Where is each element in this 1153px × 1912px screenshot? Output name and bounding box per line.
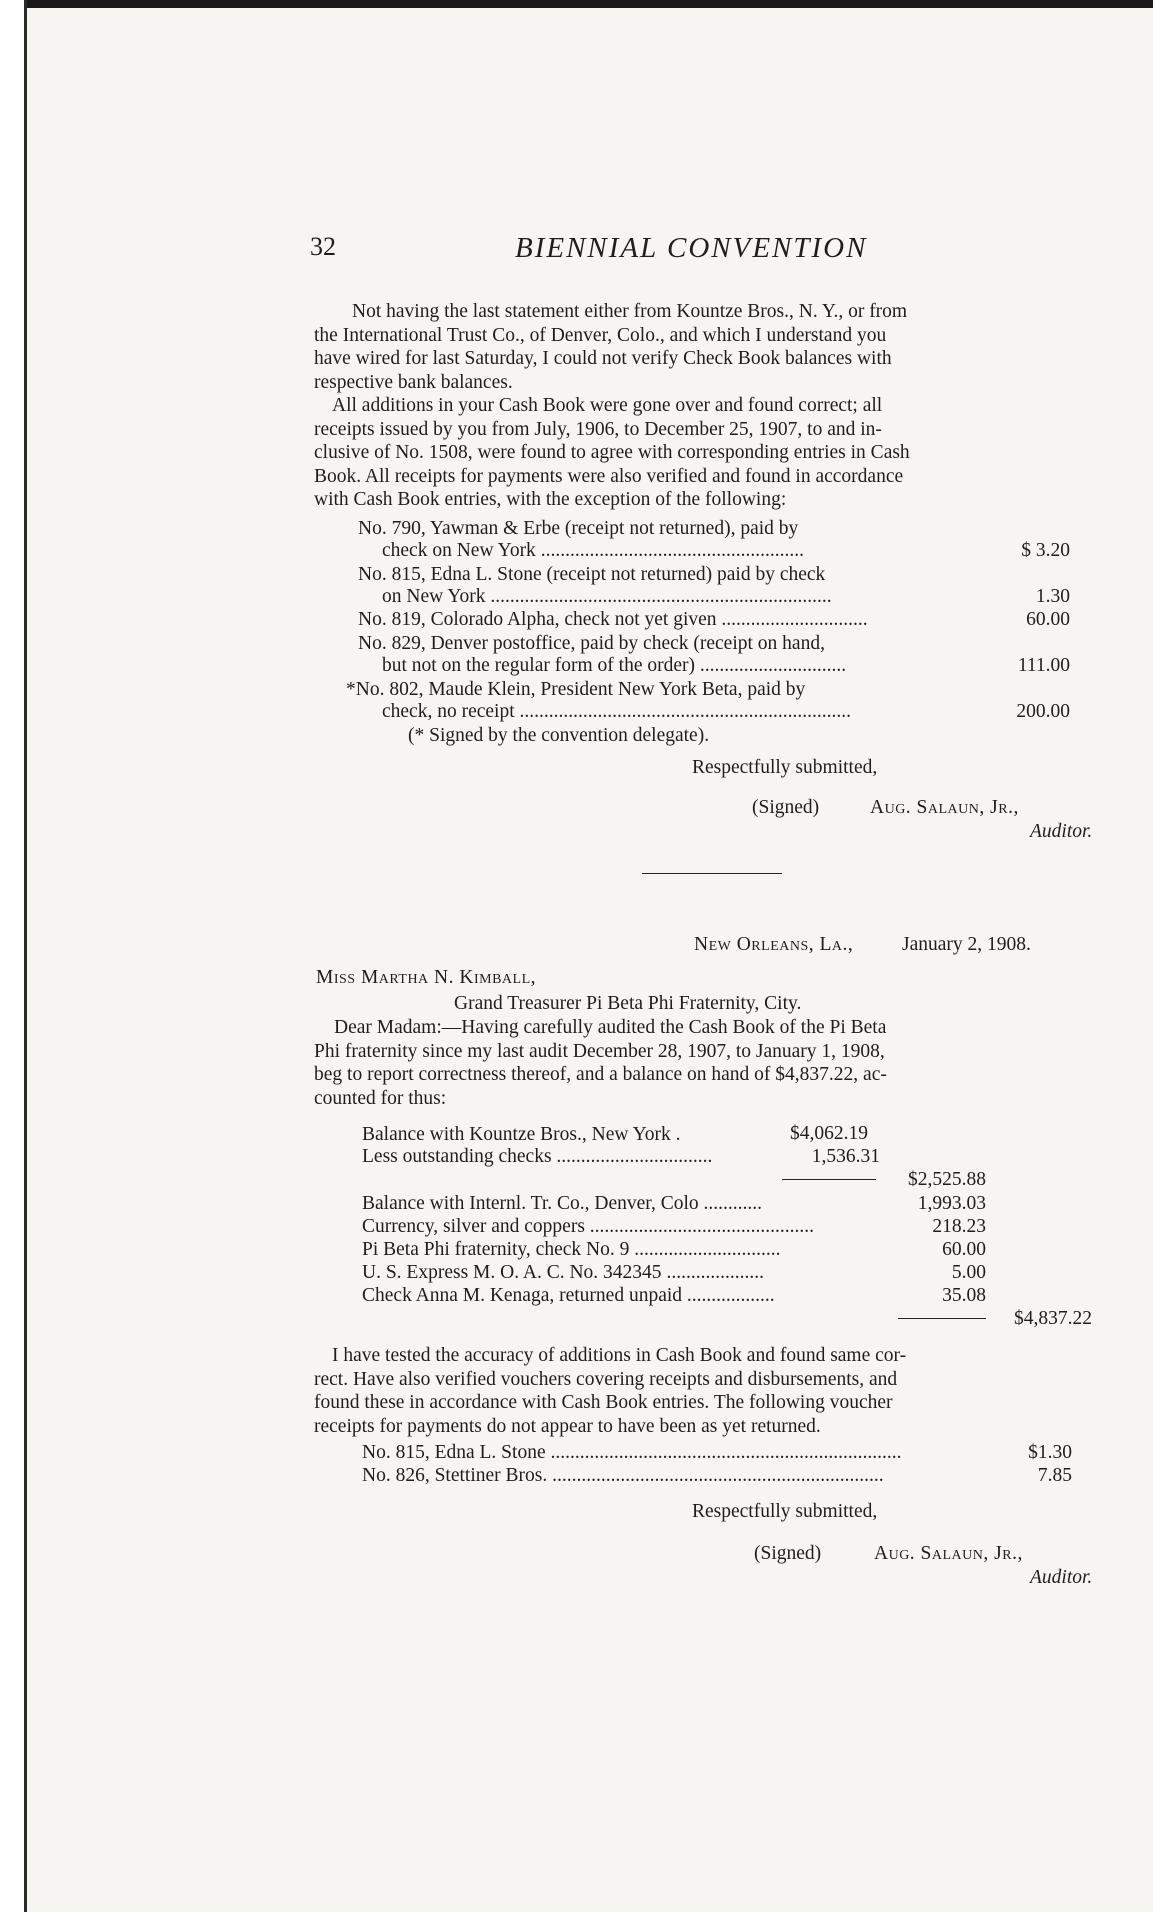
balance-label: Check Anna M. Kenaga, returned unpaid ..................	[362, 1285, 775, 1306]
exception-item-line: *No. 802, Maude Klein, President New York Beta, paid by	[346, 679, 806, 700]
exception-item-line: but not on the regular form of the order) ..............................	[382, 655, 847, 676]
total-rule	[898, 1318, 986, 1319]
paragraph-line: found these in accordance with Cash Book entries. The following voucher	[314, 1392, 893, 1413]
paragraph-line: rect. Have also verified vouchers covering receipts and disbursements, and	[314, 1368, 898, 1390]
paragraph-line: All additions in your Cash Book were gone over and found correct; all	[332, 395, 883, 416]
paragraph-line: beg to report correctness thereof, and a balance on hand of $4,837.22, ac-	[314, 1064, 887, 1085]
paragraph-line: I have tested the accuracy of additions in Cash Book and found same cor-	[332, 1345, 907, 1366]
signer-role: Auditor.	[1030, 1567, 1093, 1588]
closing: Respectfully submitted,	[692, 757, 878, 778]
balance-label: Balance with Kountze Bros., New York .	[362, 1124, 681, 1145]
balance-amount: 35.08	[942, 1285, 986, 1306]
addressee-name: Miss Martha N. Kimball,	[316, 967, 536, 988]
paragraph-line: Book. All receipts for payments were also verified and found in accordance	[314, 465, 904, 487]
exception-item-line: No. 819, Colorado Alpha, check not yet given ..............................	[358, 609, 868, 630]
paragraph-line: have wired for last Saturday, I could not verify Check Book balances with	[314, 348, 892, 369]
dateline-date: January 2, 1908.	[902, 934, 1031, 955]
exception-item-line: on New York ......................................................................	[382, 586, 832, 607]
footnote: (* Signed by the convention delegate).	[408, 725, 710, 746]
balance-amount: 1,536.31	[811, 1146, 880, 1167]
balance-label: Currency, silver and coppers ..............................................	[362, 1216, 815, 1237]
exception-amount: 60.00	[1026, 609, 1070, 630]
balance-amount: 218.23	[932, 1216, 986, 1237]
balance-subtotal: $2,525.88	[908, 1169, 986, 1190]
balance-amount: $4,062.19	[790, 1123, 868, 1144]
letter-paragraph	[314, 1016, 1114, 1110]
signer-role: Auditor.	[1030, 821, 1093, 842]
paragraph-line: Not having the last statement either from Kountze Bros., N. Y., or from	[352, 301, 908, 322]
addressee-title: Grand Treasurer Pi Beta Phi Fraternity, City.	[454, 993, 802, 1014]
paragraph-line: receipts issued by you from July, 1906, to December 25, 1907, to and in-	[314, 418, 882, 440]
balance-amount: 60.00	[942, 1239, 986, 1260]
balance-label: Less outstanding checks ................................	[362, 1146, 713, 1167]
balance-label: Balance with Internl. Tr. Co., Denver, Colo ............	[362, 1193, 763, 1214]
dateline-place: New Orleans, La.,	[694, 934, 854, 955]
exception-item-line: No. 790, Yawman & Erbe (receipt not returned), paid by	[358, 518, 799, 539]
balance-amount: 1,993.03	[917, 1193, 986, 1214]
paragraph-line: receipts for payments do not appear to have been as yet returned.	[314, 1415, 821, 1437]
paragraph-line: clusive of No. 1508, were found to agree with corresponding entries in Cash	[314, 442, 910, 463]
exception-item-line: No. 829, Denver postoffice, paid by check (receipt on hand,	[358, 633, 825, 654]
exception-amount: $ 3.20	[1021, 540, 1070, 561]
exception-amount: 1.30	[1035, 586, 1070, 607]
paragraph-line: Dear Madam:—Having carefully audited the Cash Book of the Pi Beta	[334, 1017, 887, 1038]
balance-amount: 5.00	[951, 1262, 986, 1283]
exception-amount: 111.00	[1017, 655, 1070, 676]
signed-label: (Signed)	[752, 797, 820, 818]
balance-label: Pi Beta Phi fraternity, check No. 9 ..............................	[362, 1239, 781, 1260]
outstanding-amount: $1.30	[1028, 1442, 1072, 1463]
outstanding-label: No. 826, Stettiner Bros. ....................................................................	[362, 1465, 884, 1486]
paragraph-line: Phi fraternity since my last audit December 28, 1907, to January 1, 1908,	[314, 1040, 885, 1062]
exception-item-line: check on New York ......................................................	[382, 540, 804, 561]
paragraph-line: counted for thus:	[314, 1087, 447, 1109]
signer-name: Aug. Salaun, Jr.,	[874, 1543, 1023, 1564]
balance-label: U. S. Express M. O. A. C. No. 342345 ....................	[362, 1262, 764, 1283]
exception-item-line: check, no receipt ....................................................................	[382, 701, 852, 722]
subtotal-rule	[782, 1179, 876, 1180]
outstanding-label: No. 815, Edna L. Stone ........................................................................	[362, 1442, 902, 1463]
balance-total: $4,837.22	[1014, 1308, 1092, 1329]
page-number: 32	[310, 232, 336, 261]
exception-amount: 200.00	[1016, 701, 1070, 722]
closing: Respectfully submitted,	[692, 1501, 878, 1522]
page-title: BIENNIAL CONVENTION	[515, 232, 868, 264]
signer-name: Aug. Salaun, Jr.,	[870, 797, 1019, 818]
outstanding-amount: 7.85	[1037, 1465, 1072, 1486]
section-divider	[642, 873, 782, 874]
audit1-paragraph	[314, 300, 1114, 512]
exception-item-line: No. 815, Edna L. Stone (receipt not returned) paid by check	[358, 564, 826, 585]
paragraph-line: the International Trust Co., of Denver, Colo., and which I understand you	[314, 324, 887, 346]
letter-paragraph-2	[314, 1344, 1118, 1438]
signed-label: (Signed)	[754, 1543, 822, 1564]
paragraph-line: respective bank balances.	[314, 371, 513, 393]
paragraph-line: with Cash Book entries, with the exception of the following:	[314, 489, 787, 510]
